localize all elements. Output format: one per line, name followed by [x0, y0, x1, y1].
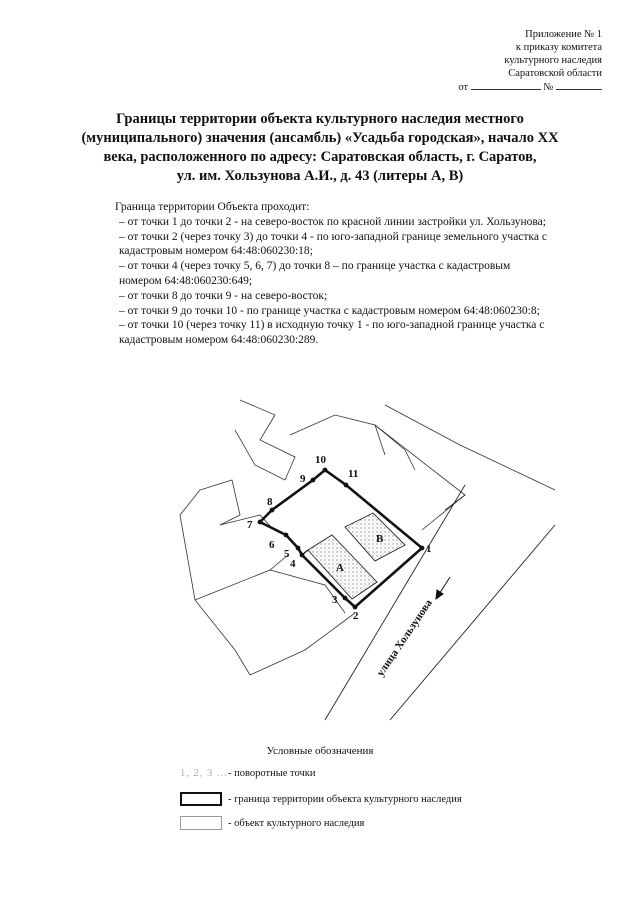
- street-label: улица Хользунова: [374, 597, 435, 679]
- point-label-3: 3: [332, 594, 338, 606]
- building-b: [345, 513, 405, 561]
- point-label-6: 6: [269, 539, 275, 551]
- parcel-far-north-east: [385, 405, 555, 490]
- turning-points: [258, 468, 425, 610]
- point-6-marker: [284, 533, 289, 538]
- title-line-2: (муниципального) значения (ансамбль) «Усадьба городская», начало XX: [81, 130, 559, 146]
- legend-object-text: - объект культурного наследия: [228, 817, 365, 829]
- legend-points-sample: 1, 2, 3 ...: [180, 768, 228, 779]
- number-sign: №: [543, 82, 554, 93]
- point-label-5: 5: [284, 548, 290, 560]
- parcel-south-edge: [250, 613, 355, 675]
- appendix-date-line: [402, 80, 602, 94]
- legend-boundary-swatch: [180, 792, 222, 806]
- description-item-2: – от точки 2 (через точку 3) до точки 4 - по юго-западной границе земельного участка с кадастровым номером 64:48:060230:18;: [119, 230, 547, 258]
- building-a-label: А: [336, 562, 344, 574]
- appendix-header: [402, 28, 602, 94]
- description-intro: Граница территории Объекта проходит:: [115, 201, 310, 213]
- point-10-marker: [323, 468, 328, 473]
- description-item-5: – от точки 9 до точки 10 - по границе участка с кадастровым номером 64:48:060230:8;: [119, 304, 540, 317]
- parcel-south-west-top: [195, 555, 288, 600]
- description-item-1: – от точки 1 до точки 2 - на северо-восток по красной линии застройки ул. Хользунова;: [119, 215, 546, 228]
- title-line-1: Границы территории объекта культурного наследия местного: [116, 111, 524, 127]
- point-label-7: 7: [247, 519, 253, 531]
- point-label-8: 8: [267, 496, 273, 508]
- description-item-4: – от точки 8 до точки 9 - на северо-восток;: [119, 289, 328, 302]
- arrow-head: [436, 590, 443, 599]
- point-3-marker: [343, 596, 348, 601]
- document-title: [60, 110, 580, 186]
- parcel-north-2: [290, 415, 385, 455]
- legend-row-points: [180, 768, 315, 779]
- legend-boundary-text: - граница территории объекта культурного наследия: [228, 793, 462, 805]
- legend-object-swatch: [180, 816, 222, 830]
- from-prefix: от: [458, 82, 469, 93]
- boundary-description: [115, 200, 555, 348]
- title-line-3: века, расположенного по адресу: Саратовская область, г. Саратов,: [103, 149, 537, 165]
- point-2-marker: [353, 605, 358, 610]
- point-5-marker: [296, 546, 301, 551]
- point-1-marker: [420, 546, 425, 551]
- point-8-marker: [270, 508, 275, 513]
- appendix-line-2: к приказу комитета: [515, 42, 602, 53]
- parcel-north: [235, 400, 295, 480]
- point-label-1: 1: [426, 543, 432, 555]
- point-9-marker: [311, 478, 316, 483]
- number-blank: [556, 80, 602, 90]
- legend-row-object: [180, 816, 364, 830]
- legend-row-boundary: [180, 792, 462, 806]
- point-label-4: 4: [290, 558, 296, 570]
- point-label-10: 10: [315, 454, 326, 466]
- legend-points-text: - поворотные точки: [228, 768, 316, 779]
- point-label-9: 9: [300, 473, 306, 485]
- point-label-2: 2: [353, 610, 359, 622]
- description-item-6: – от точки 10 (через точку 11) в исходную точку 1 - по юго-западной границе участка с кадастровым номером 64:48:060230:289.: [119, 319, 545, 347]
- parcel-west-small: [200, 480, 240, 525]
- point-7-marker: [258, 520, 263, 525]
- point-4-marker: [300, 553, 305, 558]
- street-arrow: [436, 577, 450, 599]
- appendix-line-3: культурного наследия: [504, 55, 602, 66]
- street-line-north: [325, 485, 465, 720]
- title-line-4: ул. им. Хользунова А.И., д. 43 (литеры А, В): [176, 168, 464, 184]
- boundary-map: [160, 395, 560, 725]
- building-b-label: В: [376, 533, 384, 545]
- point-11-marker: [344, 483, 349, 488]
- date-blank: [471, 80, 541, 90]
- description-item-3: – от точки 4 (через точку 5, 6, 7) до точки 8 – по границе участка с кадастровым номером 64:48:060230:649;: [119, 260, 511, 287]
- legend-title: Условные обозначения: [266, 745, 374, 757]
- appendix-line-1: Приложение № 1: [525, 29, 602, 40]
- appendix-line-4: Саратовской области: [508, 68, 602, 79]
- point-label-11: 11: [348, 468, 359, 480]
- parcel-inner-top: [375, 425, 415, 470]
